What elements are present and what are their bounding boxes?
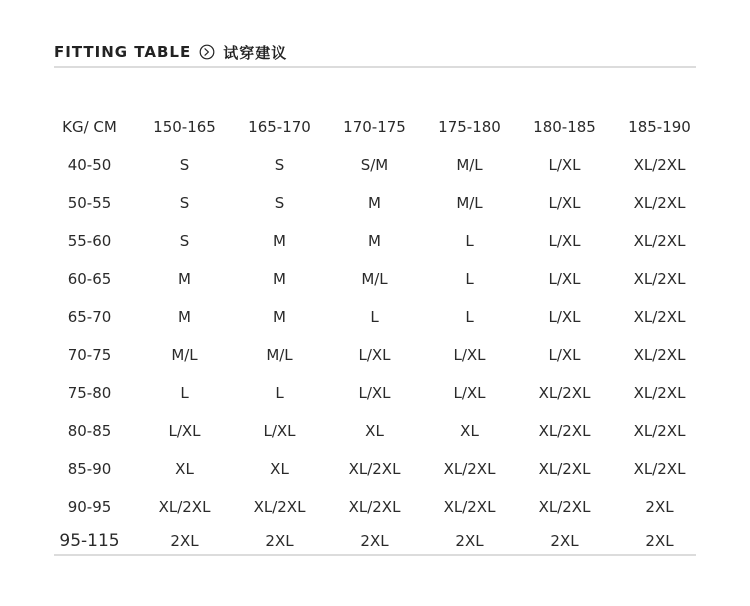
size-cell: XL/2XL [538,384,591,402]
header-divider [54,66,696,68]
column-header: 185-190 [628,118,691,136]
weight-range-cell: 80-85 [67,422,112,440]
size-cell: M [273,270,286,288]
size-cell: S [179,156,190,174]
size-cell: L/XL [453,384,486,402]
size-cell: XL [460,422,479,440]
table-row [42,298,722,336]
size-cell: XL/2XL [348,498,401,516]
size-cell: M [368,194,381,212]
footer-divider [54,554,696,556]
size-cell: XL/2XL [158,498,211,516]
size-cell: L/XL [548,194,581,212]
size-cell: XL/2XL [633,422,686,440]
table-row [42,526,722,556]
size-cell: XL/2XL [633,232,686,250]
page-header [54,40,287,64]
table-row [42,260,722,298]
weight-range-cell: 85-90 [67,460,112,478]
weight-range-cell: 50-55 [67,194,112,212]
size-cell: XL/2XL [538,498,591,516]
size-cell: L [275,384,284,402]
title-english: FITTING TABLE [54,43,192,61]
table-row [42,450,722,488]
size-cell: XL [365,422,384,440]
size-cell: XL [270,460,289,478]
weight-range-cell: 90-95 [67,498,112,516]
size-cell: L [465,232,474,250]
size-cell: S [274,194,285,212]
size-cell: M [273,232,286,250]
size-cell: M/L [171,346,198,364]
size-cell: L/XL [453,346,486,364]
title-chinese: 试穿建议 [223,43,288,62]
size-cell: XL/2XL [633,346,686,364]
size-cell: XL/2XL [538,460,591,478]
size-cell: 2XL [550,532,579,550]
size-cell: L/XL [358,346,391,364]
size-cell: 2XL [645,532,674,550]
size-cell: XL [175,460,194,478]
table-corner-label: KG/ CM [62,118,117,136]
size-cell: 2XL [265,532,294,550]
table-row [42,146,722,184]
size-cell: XL/2XL [633,308,686,326]
table-body [42,146,722,556]
weight-range-cell: 55-60 [67,232,112,250]
size-cell: L/XL [263,422,296,440]
size-cell: L/XL [548,346,581,364]
size-cell: L/XL [548,156,581,174]
fitting-table [42,108,722,556]
size-cell: M [178,308,191,326]
weight-range-cell: 95-115 [59,531,120,551]
column-header: 165-170 [248,118,311,136]
weight-range-cell: 40-50 [67,156,112,174]
size-cell: XL/2XL [538,422,591,440]
table-row [42,336,722,374]
size-cell: XL/2XL [443,460,496,478]
size-cell: L [465,270,474,288]
table-row [42,222,722,260]
size-cell: L [370,308,379,326]
column-header: 175-180 [438,118,501,136]
column-header: 170-175 [343,118,406,136]
weight-range-cell: 70-75 [67,346,112,364]
table-row [42,488,722,526]
size-cell: L/XL [548,232,581,250]
table-row [42,412,722,450]
size-cell: XL/2XL [633,384,686,402]
table-header-row [42,108,722,146]
weight-range-cell: 75-80 [67,384,112,402]
size-cell: M [368,232,381,250]
size-cell: 2XL [360,532,389,550]
size-cell: L [465,308,474,326]
column-header: 150-165 [153,118,216,136]
size-cell: L/XL [548,308,581,326]
size-cell: L [180,384,189,402]
size-cell: M/L [266,346,293,364]
size-cell: L/XL [168,422,201,440]
size-cell: S [274,156,285,174]
size-cell: XL/2XL [633,460,686,478]
size-cell: M [273,308,286,326]
size-cell: XL/2XL [633,194,686,212]
size-cell: XL/2XL [253,498,306,516]
circle-chevron-right-icon [199,44,215,60]
size-cell: M/L [456,194,483,212]
column-header: 180-185 [533,118,596,136]
size-cell: 2XL [645,498,674,516]
size-cell: M [178,270,191,288]
size-cell: S [179,232,190,250]
size-cell: L/XL [548,270,581,288]
size-cell: 2XL [170,532,199,550]
size-cell: 2XL [455,532,484,550]
weight-range-cell: 60-65 [67,270,112,288]
size-cell: XL/2XL [348,460,401,478]
table-row [42,184,722,222]
size-cell: S [179,194,190,212]
size-cell: M/L [456,156,483,174]
table-row [42,374,722,412]
size-cell: L/XL [358,384,391,402]
weight-range-cell: 65-70 [67,308,112,326]
size-cell: XL/2XL [633,156,686,174]
size-cell: M/L [361,270,388,288]
size-cell: XL/2XL [633,270,686,288]
size-cell: XL/2XL [443,498,496,516]
size-cell: S/M [360,156,389,174]
